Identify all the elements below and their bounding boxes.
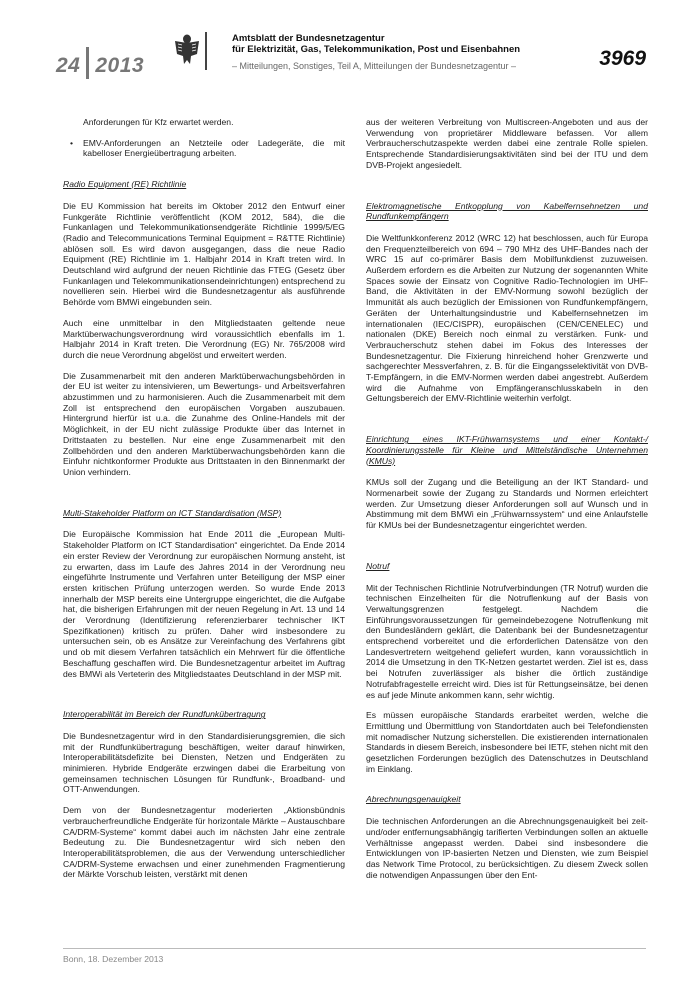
section-label: – Mitteilungen, Sonstiges, Teil A, Mitteilungen der Bundesnetzagentur –: [232, 61, 517, 71]
paragraph: Die Europäische Kommission hat Ende 2011 die „European Multi-Stakeholder Platform on ICT Standardisation“ eingerichtet. Da Ende 2014 ein erster Review der Verordnung zur europäischen Normung ansteht, ist zu erwarten, dass im Laufe des Jahres 2014 in der Verordnung neu eingeführte Instrumente und Verfahren unter Beteiligung der MSP einer ersten kritischen Prüfung unterzogen werden. So wurde Ende 2013 innerhalb der MSP bereits eine Untergruppe eingerichtet, die die Aufgabe hat, die bisherigen Erfahrungen mit der neuen Regelung in Art. 13 und 14 der Verordnung (Identifizierung referenzierbarer technischer IKT Spezifikationen) kritisch zu prüfen. Daher wird insbesondere zu untersuchen sein, ob es Ansätze zur Vereinfachung des Verfahrens gibt und ob mit diesem Verfahren tatsächlich ein Mehrwert für die öffentliche Beschaffung geschaffen wird. Die Bundesnetzagentur arbeitet im Auftrag des BMWi als Verteterin des Mitgliedstaates Deutschland in der MSP mit.: [63, 529, 345, 679]
issue-label: [56, 47, 144, 79]
federal-eagle-icon: [172, 32, 202, 66]
section-heading-red: Radio Equipment (RE) Richtlinie: [63, 179, 187, 190]
page-number: 3969: [599, 47, 646, 70]
gazette-title: Amtsblatt der Bundesnetzagentur: [232, 33, 385, 44]
issue-divider: [86, 47, 89, 79]
paragraph: aus der weiteren Verbreitung von Multiscreen-Angeboten und aus der Verwendung von proprietärer Middleware befassen. Vor allem Verbraucherschutzaspekte werden dabei eine zentrale Rolle spielen. Entsprechende Standardisierungsaktivitäten sind bei der ITU und dem DVB-Projekt angesiedelt.: [366, 117, 648, 170]
issue-year: 2013: [95, 54, 145, 77]
paragraph: KMUs soll der Zugang und die Beteiligung an der IKT Standard- und Normenarbeit sowie der Zugang zu Standards und Normen erleichtert werden. Zur Umsetzung dieser Anforderungen soll auf Wunsch und in Abstimmung mit dem BMWi ein „Frühwarnssystem“ und eine Anlaufstelle für KMUs bei der Bundesnetzagentur eingerichtet werden.: [366, 477, 648, 531]
paragraph: Die EU Kommission hat bereits im Oktober 2012 den Entwurf einer Funkgeräte Richtlinie veröffentlicht (KOM 2012, 584), die die Funkanlagen und Telekommunikationsendgeräte Richtlinie 1999/5/EG (Radio and Telecommunications Terminal Equipment = R&TTE Richtlinie) ablösen soll. Es wird davon ausgegangen, dass die neue Radio Equipment (RE) Richtlinie im 1. Halbjahr 2014 in Kraft treten wird. In Deutschland wird aufgrund der neuen Richtlinie das FTEG (Gesetz über Funkanlagen und Telekommunikationsendeinrichtungen) entsprechend zu novellieren sein. Hierbei wird die Bundesnetzagentur als ausführende Behörde vom BMWi eingebunden sein.: [63, 200, 345, 308]
gazette-subtitle: für Elektrizität, Gas, Telekommunikation, Post und Eisenbahnen: [232, 44, 521, 55]
paragraph: Mit der Technischen Richtlinie Notrufverbindungen (TR Notruf) wurden die technischen Einzelheiten für die Notruflenkung auf der Basis von Verwaltungsgrenzen festgelegt. Nachdem die Einführungsvoraussetzungen für gemeindebezogene Notruflenkung mit den Bundesländern geklärt, die Datenbank bei der Bundesnetzagentur entsprechend vorbereitet und die erforderlichen Datensätze von den Landesvertretern weitgehend geliefert wurden, kann voraussichtlich in 2014 die Umsetzung in den TK-Netzen gestartet werden. Ziel ist es, dass bei Notrufen zuverlässiger als bisher die örtlich zuständige Notrufabfragestelle erreicht wird. Dies ist für Rettungseinsätze, bei denen es auf jede Minute ankommen kann, sehr wichtig.: [366, 582, 648, 700]
section-heading-billing-accuracy: Abrechnungsgenauigkeit: [366, 794, 461, 805]
issue-number: 24: [56, 54, 81, 77]
paragraph: Die Weltfunkkonferenz 2012 (WRC 12) hat beschlossen, auch für Europa den Frequenzteilbereich von 694 – 790 MHz des UHF-Bandes nach der WRC 15 auf co-primärer Basis dem Mobilfunkdienst zuzuweisen. Außerdem erfordern es die Arbeiten zur Nutzung der sogenannten White Spaces sowie der Einsatz von Cognitive Radio-Technologien im UHF-Band, die Aktivitäten in der EMV-Normung sowohl bezüglich der Immunität als auch bezüglich der Emissionen von Rundfunkempfängern, Geräten der Unterhaltungsindustrie und Kabelfernsehnetzen im internationalen (IEC/CISPR), europäischen (CEN/CENELEC) und nationalen (DKE) Bereich noch einmal zu verstärken. Funk- und Verbraucherschutz stehen dabei im Fokus des Interesses der Bundesnetzagentur. Die Fixierung hinreichend hoher Grenzwerte und sachgerechter Messverfahren, z. B. für die Eingangsselektivität von DVB-T-Empfängern, in die EMV-Normen werden dabei angestrebt. Außerdem wird die Aufnahme von Empfängeranschlusskabeln in den Geltungsbereich der EMV-Richtlinie weiterhin verfolgt.: [366, 232, 648, 404]
paragraph: Die Bundesnetzagentur wird in den Standardisierungsgremien, die sich mit der Rundfunkübertragung beschäftigen, weiter darauf hinwirken, Interoperabilitätsdefizite bei Diensten, Netzen und Endgeräten zu minimieren. Hybride Endgeräte erzwingen dabei die Erarbeitung von gemeinsamen technischen Lösungen für Rundfunk-, Broadband- und OTT-Anwendungen.: [63, 730, 345, 795]
footer-divider: [63, 948, 646, 949]
list-item: [63, 138, 345, 159]
header-divider: [205, 32, 207, 70]
list-item-text: EMV-Anforderungen an Netzteile oder Ladegeräte, die mit kabelloser Energieübertragung arbeiten.: [83, 137, 345, 159]
section-heading-emc: Elektromagnetische Entkopplung von Kabelfernsehnetzen und Rundfunkempfängern: [366, 200, 648, 222]
section-heading-emergency-call: Notruf: [366, 560, 390, 571]
left-column: [63, 117, 345, 890]
section-heading-msp: Multi-Stakeholder Platform on ICT Standardisation (MSP): [63, 507, 282, 518]
paragraph: Dem von der Bundesnetzagentur moderierten „Aktionsbündnis verbraucherfreundliche Endgeräte für horizontale Märkte – Austauschbare CA/DRM-Systeme“ kommt dabei auch im nächsten Jahr eine zentrale Bedeutung zu. Die Bundesnetzagentur wird sich neben den Interoperabilitätsproblemen, die aus der Verwendung unterschiedlicher CA/DRM-Systeme erwachsen und einer zunehmenden Fragmentierung der Märkte Vorschub leisten, verstärkt mit denen: [63, 805, 345, 880]
paragraph: Die technischen Anforderungen an die Abrechnungsgenauigkeit bei zeit- und/oder entfernungsabhängig tarifierten Verbindungen sollen an aktuelle Verhältnisse angepasst werden. Dabei sind insbesondere die Entwicklungen von IP-basierten Netzen und Diensten, wie zum Beispiel das Network Time Protocol, zu berücksichtigen. Zu diesem Zweck sollen die notwendigen Anpassungen über den Ent-: [366, 816, 648, 880]
footer-date: Bonn, 18. Dezember 2013: [63, 954, 164, 964]
paragraph: Die Zusammenarbeit mit den anderen Marktüberwachungsbehörden in der EU ist weiter zu intensivieren, um Bewertungs- und Arbeitsverfahren abzustimmen und zu harmonisieren. Auch die Zusammenarbeit mit dem Zoll ist entsprechend den europäischen Vorgaben auszubauen. Hintergrund hierfür ist u.a. die Zunahme des Online-Handels mit der Möglichkeit, in der EU nicht zulässige Produkte über das Internet in Drittstaaten zu bestellen. Nur eine enge Zusammenarbeit mit den Zollbehörden und den anderen Marktüberwachungsbehörden kann die Einfuhr nichtkonformer Produkte aus Drittstaaten in den Binnenmarkt der Union verhindern.: [63, 370, 345, 477]
paragraph: Auch eine unmittelbar in den Mitgliedstaaten geltende neue Marktüberwachungsverordnung wird voraussichtlich ebenfalls im 1. Halbjahr 2014 in Kraft treten. Die Verordnung (EG) Nr. 765/2008 wird durch die neue Verordnung abgelöst und erweitert werden.: [63, 317, 345, 360]
section-heading-interoperability: Interoperabilität im Bereich der Rundfunkübertragung: [63, 709, 266, 720]
paragraph: Es müssen europäische Standards erarbeitet werden, welche die Ermittlung und Übermittlung von Standortdaten auch bei Telefondiensten mit nomadischer Nutzung sicherstellen. Die existierenden internationalen Standards in diesem Bereich, insbesondere bei IETF, stehen nicht mit den gesetzlichen Forderungen bezüglich des Datenschutzes in Deutschland im Einklang.: [366, 710, 648, 774]
section-heading-ict-early-warning: Einrichtung eines IKT-Frühwarnsystems und einer Kontakt-/ Koordinierungsstelle für Kleine und Mittelständische Unternehmen (KMUs): [366, 434, 648, 466]
right-column: [366, 117, 648, 890]
paragraph: Anforderungen für Kfz erwartet werden.: [83, 117, 234, 127]
bullet-mark: •: [70, 137, 74, 148]
